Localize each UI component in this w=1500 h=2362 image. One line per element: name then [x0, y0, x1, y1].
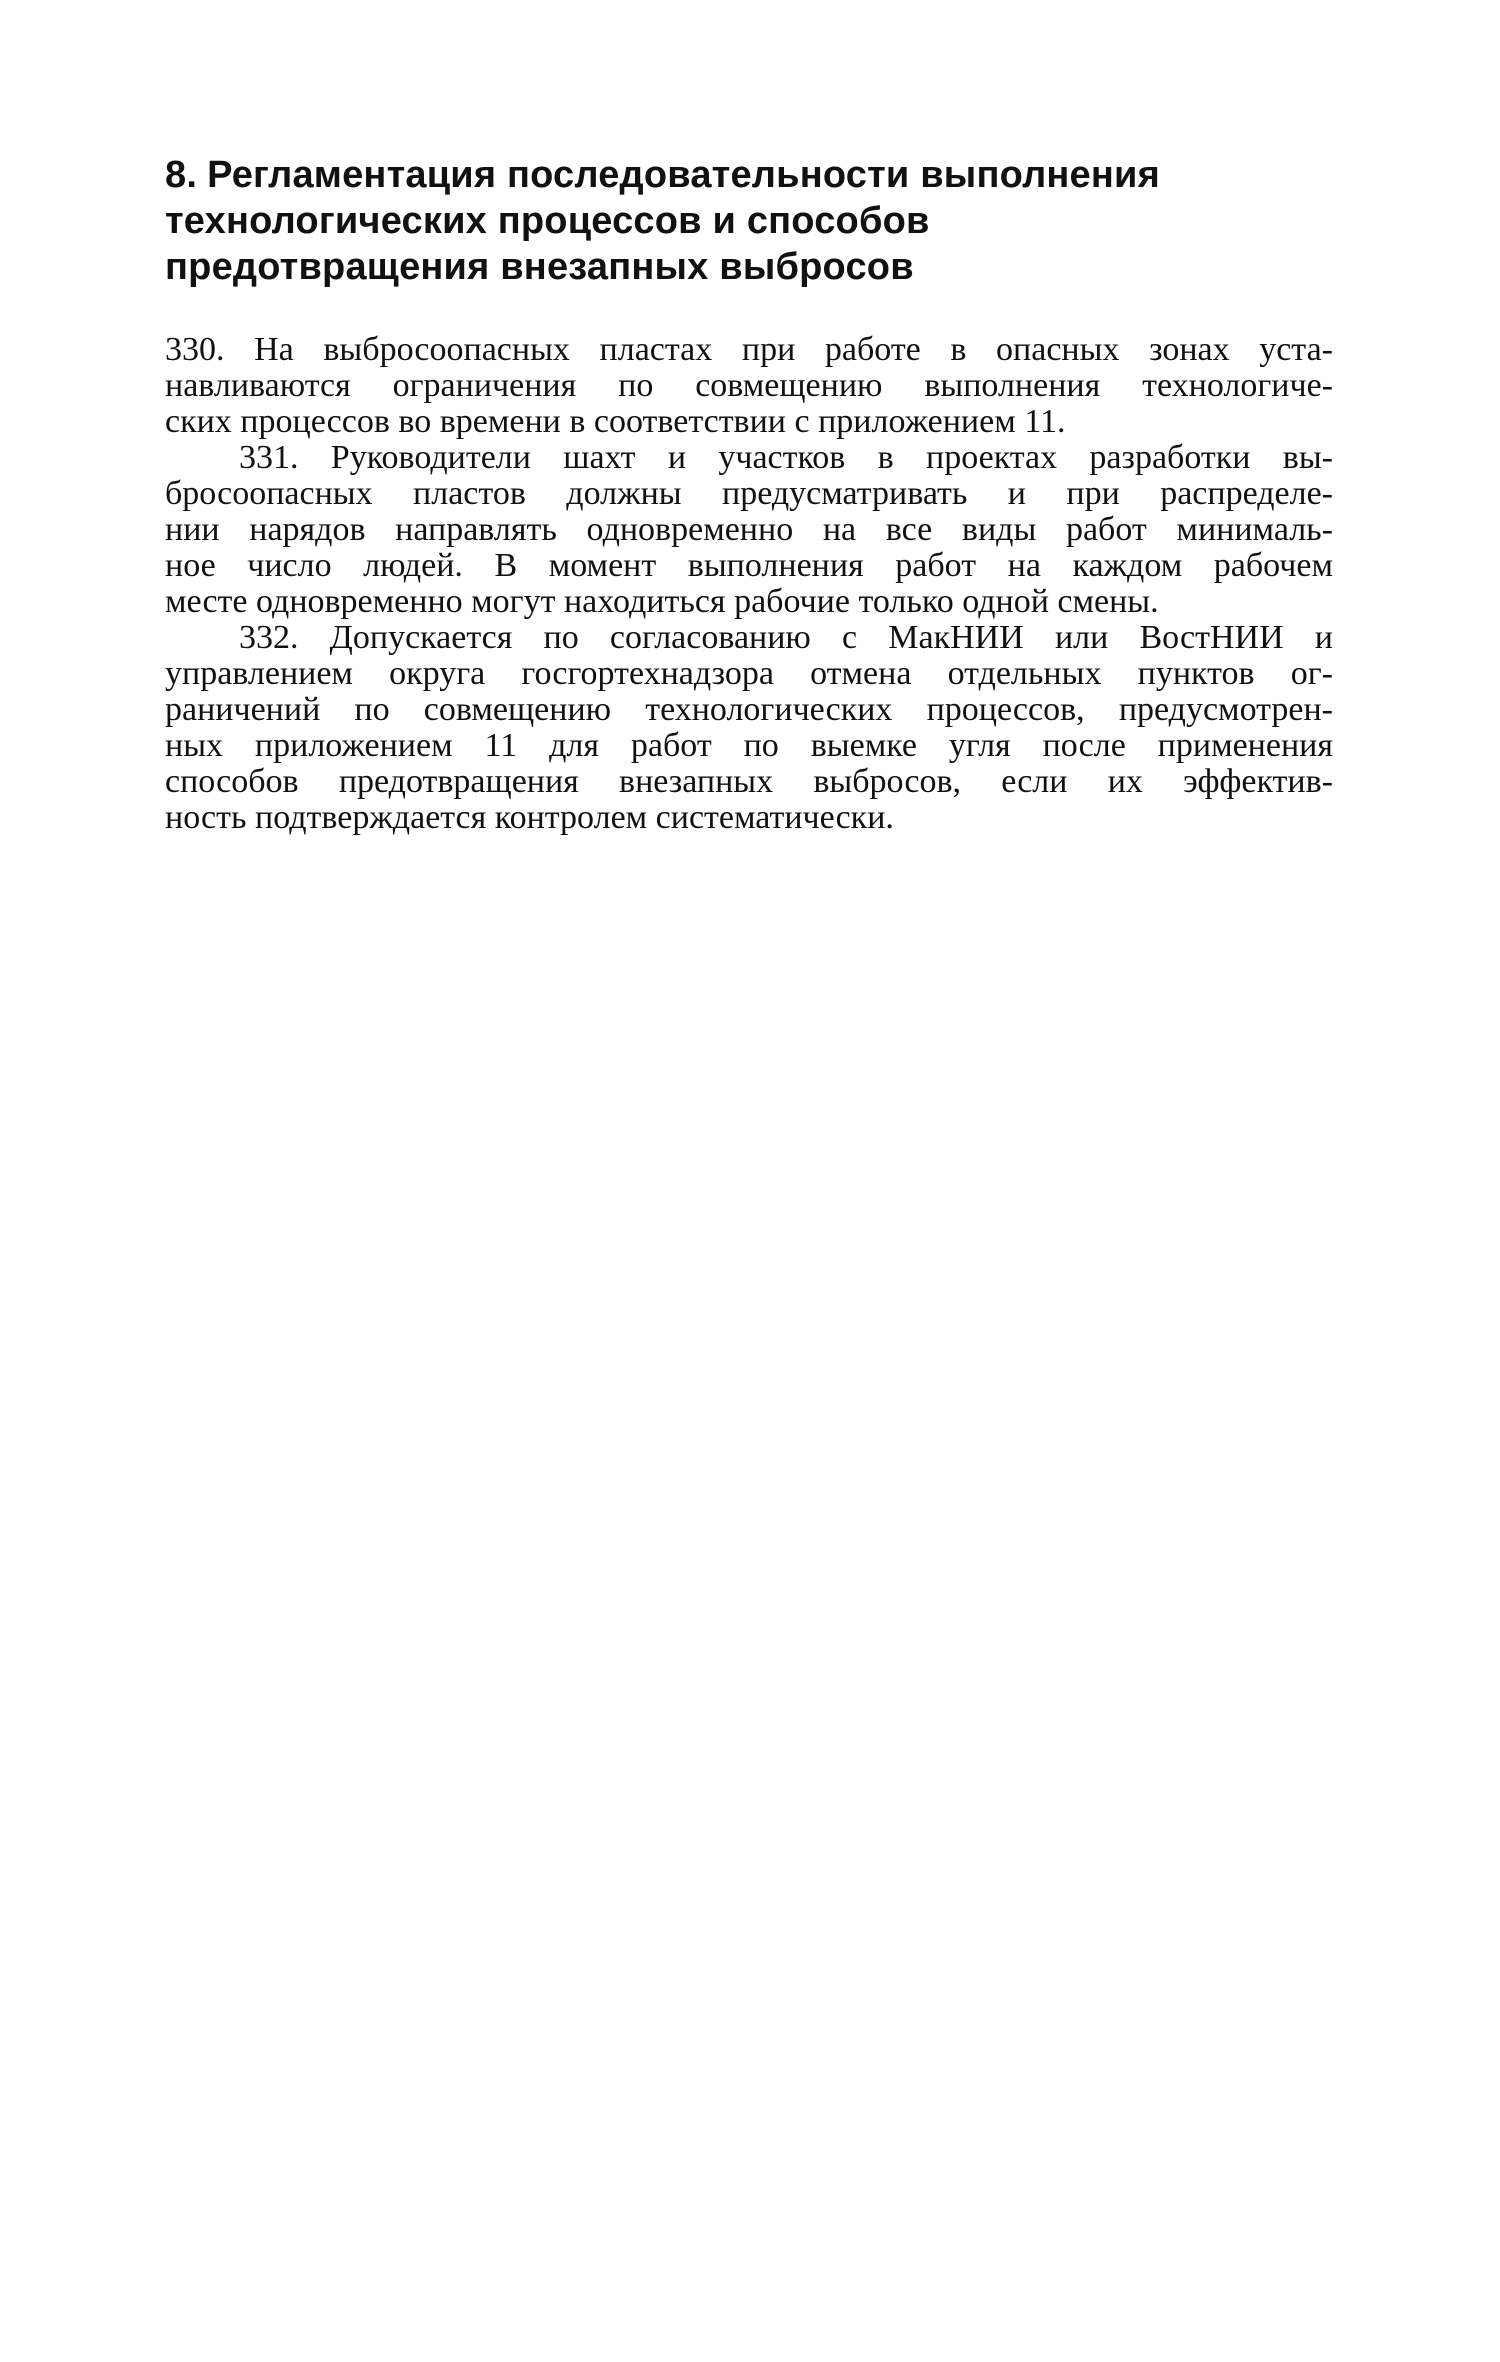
paragraph-line: раничений по совмещению технологических процессов, предусмотрен- — [165, 691, 1333, 728]
paragraph-331 — [165, 440, 1333, 620]
section-number: 8. — [165, 154, 198, 196]
paragraph-line: способов предотвращения внезапных выбросов, если их эффектив- — [165, 763, 1333, 800]
paragraph-330 — [165, 332, 1333, 440]
paragraph-line: ских процессов во времени в соответствии с приложением 11. — [165, 403, 1066, 440]
paragraph-line: 330. На выбросоопасных пластах при работе в опасных зонах уста- — [165, 331, 1333, 368]
paragraph-line: месте одновременно могут находиться рабочие только одной смены. — [165, 583, 1159, 620]
section-heading — [165, 152, 1345, 290]
paragraph-line: ность подтверждается контролем систематически. — [165, 799, 894, 836]
section-title-line-2: технологических процессов и способов — [165, 200, 930, 242]
document-body — [165, 332, 1333, 836]
section-title-line-3: предотвращения внезапных выбросов — [165, 246, 914, 288]
section-title-line-1: Регламентация последовательности выполнения — [207, 154, 1160, 196]
paragraph-line: навливаются ограничения по совмещению выполнения технологиче- — [165, 367, 1333, 404]
paragraph-line: 332. Допускается по согласованию с МакНИИ или ВостНИИ и — [239, 619, 1333, 656]
paragraph-line: управлением округа госгортехнадзора отмена отдельных пунктов ог- — [165, 655, 1333, 692]
paragraph-line: 331. Руководители шахт и участков в проектах разработки вы- — [239, 439, 1333, 476]
paragraph-line: ных приложением 11 для работ по выемке угля после применения — [165, 727, 1333, 764]
paragraph-line: бросоопасных пластов должны предусматривать и при распределе- — [165, 475, 1333, 512]
section-heading-line-1 — [165, 152, 1345, 198]
paragraph-line: ное число людей. В момент выполнения работ на каждом рабочем — [165, 547, 1333, 584]
paragraph-line: нии нарядов направлять одновременно на все виды работ минималь- — [165, 511, 1333, 548]
paragraph-332 — [165, 620, 1333, 836]
